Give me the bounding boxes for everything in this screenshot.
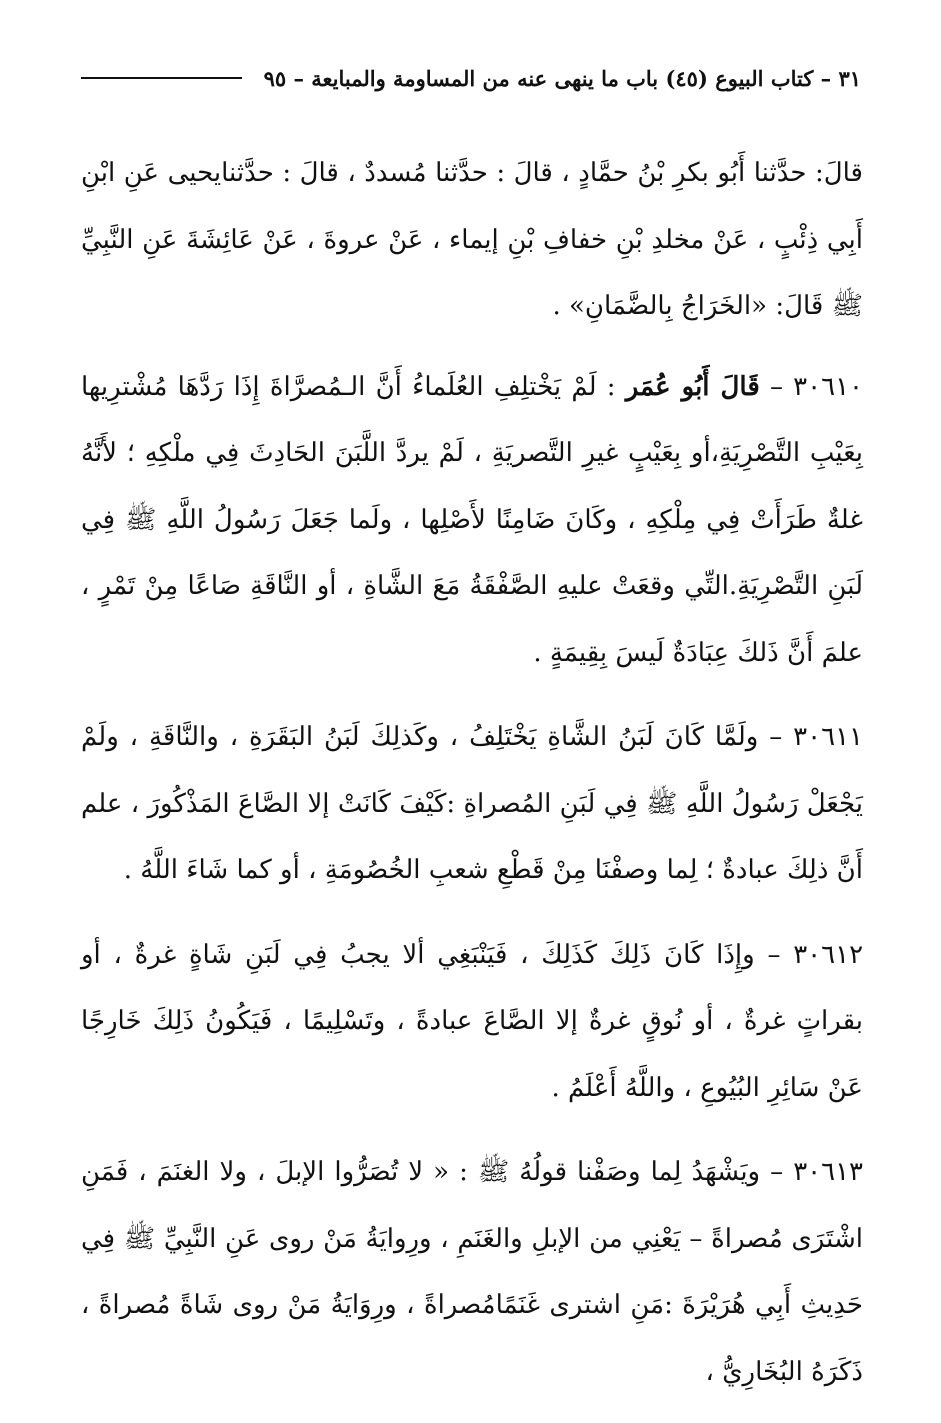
paragraph-isnad — [81, 140, 863, 340]
paragraph-30612 — [81, 922, 863, 1122]
paragraph-text: وإِذَا كَانَ ذَلِكَ كَذَلِكَ ، فَيَنْبَغِي ألا يجبُ فِي لَبَنِ شَاةٍ غرةٌ ، أو بقراتٍ غرةٌ ، أو نُوقٍ غرةٌ إلا الصَّاعَ عبادةً ، وتَسْلِيمًا ، فَيَكُونُ ذَلِكَ خَارِجًا عَنْ سَائِرِ البُيُوعِ ، واللَّهُ أَعْلَمُ . — [81, 939, 863, 1103]
paragraph-30610 — [81, 354, 863, 687]
paragraph-number: ٣٠٦١٣ – — [770, 1157, 864, 1187]
paragraph-30611 — [81, 704, 863, 904]
paragraph-text: قالَ: حدَّثنا أَبُو بكرِ بْنُ حمَّادٍ ، قالَ : حدَّثنا مُسددٌ ، قالَ : حدَّثنايحيى عَنِ ابْنِ أَبِي ذِئْبٍ ، عَنْ مخلدِ بْنِ خفافِ بْنِ إيماء ، عَنْ عروةَ ، عَنْ عَائِشَةَ عَنِ النَّبِيِّ ﷺ قَالَ: «الخَرَاجُ بِالضَّمَانِ» . — [81, 158, 863, 321]
header-rule — [81, 77, 242, 79]
paragraph-number: ٣٠٦١٠ – — [769, 371, 863, 402]
running-title: ٣١ – كتاب البيوع (٤٥) باب ما ينهى عنه من المساومة والمبايعة – ٩٥ — [263, 65, 861, 91]
paragraph-30613 — [81, 1139, 863, 1405]
speaker-name: قَالَ أَبُو عُمَر — [625, 371, 760, 402]
paragraph-text: ولَمَّا كَانَ لَبَنُ الشَّاةِ يَخْتَلِفُ ، وكَذلِكَ لَبَنُ البَقَرَةِ ، والنَّاقَةِ ، ولَمْ يَجْعَلْ رَسُولُ اللَّهِ ﷺ فِي لَبَنِ المُصراةِ :كَيْفَ كَانَتْ إلا الصَّاعَ المَذْكُورَ ، علم أَنَّ ذلِكَ عبادةٌ ؛ لِما وصفْنَا مِنْ قَطْعِ شعبِ الخُصُومَةِ ، أو كما شَاءَ اللَّهُ . — [81, 722, 863, 885]
paragraph-number: ٣٠٦١١ – — [769, 722, 863, 752]
paragraph-number: ٣٠٦١٢ – — [767, 939, 864, 970]
running-header — [81, 58, 861, 98]
paragraph-text: ويَشْهَدُ لِما وصَفْنا قولُهُ ﷺ : « لا تُصَرُّوا الإبلَ ، ولا الغنَمَ ، فَمَنِ اشْتَرَى مُصراةً – يَعْنِي من الإبلِ والغَنَمِ ، ورِوايَةُ مَنْ روى عَنِ النَّبِيِّ ﷺ فِي حَدِيثِ أَبِي هُرَيْرَةَ :مَنِ اشترى غَنَمًامُصراةً ، ورِوَايَةُ مَنْ روى شَاةً مُصراةً ، ذَكَرَهُ البُخَارِيُّ ، — [81, 1157, 863, 1387]
body-text — [81, 140, 863, 1423]
paragraph-text: : لَمْ يَخْتلِفِ العُلَماءُ أَنَّ الـمُصرَّاةَ إِذَا رَدَّهَا مُشْترِيها بِعَيْبِ التَّصْرِيَةِ،أو بِعَيْبٍ غيرِ التَّصريَةِ ، لَمْ يردَّ اللَّبَنَ الحَادِثَ فِي ملْكِهِ ؛ لأَنَّهُ غلةٌ طَرَأَتْ فِي مِلْكِهِ ، وكَانَ ضَامِنًا لأَصْلِها ، ولَما جَعَلَ رَسُولُ اللَّهِ ﷺ فِي لَبَنِ التَّصْرِيَةِ.التِّي وقعَتْ عليهِ الصَّفْقَةُ مَعَ الشَّاةِ ، أو النَّاقَةِ صَاعًا مِنْ تَمْرٍ ، علمَ أَنَّ ذَلكَ عِبَادَةٌ لَيسَ بِقِيمَةٍ . — [81, 371, 863, 668]
